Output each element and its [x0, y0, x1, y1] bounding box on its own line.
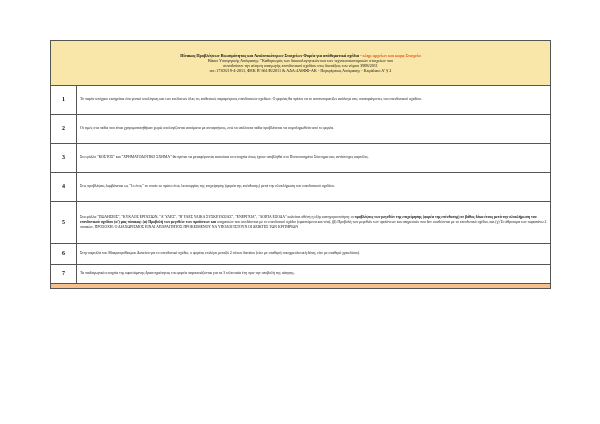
row-text[interactable]: Τα παιδαγωγικά στοιχεία της υφιστάμενης δραστηριότητας του φορέα παρουσιάζονται για τα 3 τελευταία έτη πριν την υποβολή της αίτησης.: [77, 265, 551, 284]
table-row: [51, 202, 551, 244]
header-line-2: Βάσει Υπουργικής Απόφασης: "Καθορισμός των δικαιολογητικών και των τεχνικοοικονομικών στοιχείων που: [207, 57, 394, 63]
title-main: Πίνακας Προβλέψεων Βιωσιμότητας και Αναλυτικότερων Στοιχείων Φορέα για απόθεματικά σχέδια -: [180, 52, 363, 58]
footer-row: [51, 284, 551, 289]
header-line-3: συνοδεύουν την αίτηση υπαγωγής επενδυτικού σχεδίου στις διατάξεις του νόμου 3908/2011: [223, 63, 378, 68]
row-text-bold: προβλέψεις των μεγεθών της επιχείρησης (φορέα της επένδυσης) σε βάθος δέκα έτους μετά την ολοκλήρωση του επενδυτικού σχεδίου (α') μας πίνακας: (α) Προβολή των μεγεθών των προϊόντων και: [80, 214, 537, 224]
row-number[interactable]: 4: [51, 173, 77, 202]
row-text[interactable]: Στο φύλλο "ΚΟΣΤΟΣ" και "ΧΡΗΜΑΤΟΔΟΤΙΚΟ ΣΧΗΜΑ" θα πρέπει να μεταφέρονται αυτούσια τα στοιχεία όπως έχουν υποβληθεί στο Πιστοποιημένο Σύστημα στις αντίστοιχες καρτέλες.: [77, 144, 551, 173]
table-row: [51, 86, 551, 115]
row-number[interactable]: 6: [51, 244, 77, 265]
header-row: [51, 41, 551, 86]
footer-band: [51, 284, 551, 289]
row-number[interactable]: 7: [51, 265, 77, 284]
table-row: [51, 173, 551, 202]
header-line-4: απ.:17303/19-4-2011, ΦΕΚ Β' 661/Β/2011 & ΑΔΑ:4Α0ΦΦ-ΑΚ - Περιφέρειας Απόφασης - Κεφάλαιο Α' § 2: [209, 68, 392, 74]
table-row: [51, 265, 551, 284]
row-text[interactable]: Στην καρτέλα του Μακροπρόθεσμου Δανείου για το επενδυτικό σχέδιο, ο φορέας επιλέγει μεταξύ 2 τύπων δανείου (είτε με σταθερή τοκοχρεολυτική δόση, είτε με σταθερό χρεολύσιο).: [77, 244, 551, 265]
row-text[interactable]: Στις προβλέψεις λαμβάνεται ως "1ο έτος" το οποίο το πρώτο έτος λειτουργίας της επιχείρησης (φορέα της επένδυσης) μετά την ολοκλήρωση του επενδυτικού σχεδίου.: [77, 173, 551, 202]
title-alert: κληρ αρχείων και καρφ Στοιχεία: [362, 52, 421, 58]
row-number[interactable]: 1: [51, 86, 77, 115]
row-text[interactable]: [77, 202, 551, 244]
row-text[interactable]: Το παρόν υπόχρεο εισηγείται ένα γενικό υπολόγιση και των κτιλίσεων όλες τις επιθετικές παραμέτρους επενδυτικών σχεδίων. Ο φορέας θα πρέπει να το αποτυποματίζει ανάλογα στις υποπαράγοντες του επενδυτικού σχεδίου.: [77, 86, 551, 115]
row-number[interactable]: 5: [51, 202, 77, 244]
row-text[interactable]: Οι τιμές στα πεδία που είναι χρησιμοποιηθήκαν χωρίς υπολογίζονται αυτόματα με συναρτήσεις, ενώ τα υπόλοιπα πεδία προβλέπεται να συμπληρωθούν από το φορέα.: [77, 115, 551, 144]
header-cell[interactable]: [51, 41, 551, 86]
row-text-part-a: Στα φύλλα "ΠΩΛΗΣΕΙΣ", "ΚΥΚΛΟΣ ΕΡΓΑΣΙΩΝ, "Α' ΥΛΕΣ", "Β' ΥΛΕΣ ΥΛΙΚΑ ΣΥΣΚΕΥΑΣΙΑΣ", "ΕΝΕΡΓΕΙΑ", "ΛΟΙΠΑ ΕΞΟΔΑ" καλείται σθένη η εξής κατηγοριοποίηση: οι: [80, 214, 355, 219]
table-row: [51, 115, 551, 144]
table-row: [51, 244, 551, 265]
table-row: [51, 144, 551, 173]
row-text-part-b: υπηρεσιών που συνδέονται με το επενδυτικό σχέδιο (εφαπτόμενα και νέα), (β) Προβολή των μεγεθών των προϊόντων και υπηρεσιών που δεν συνδέονται με το επενδυτικό σχέδιο, και (γ) Το άθροισμα των παραπάνω 2 πινακών. ΠΡΟΣΟΧΗ: Ο ΔΙΑΧΩΡΙΣΜΟΣ ΕΙΝΑΙ ΑΠΑΡΑΙΤΗΤΟΣ ΠΡΟΚΕΙΜΕΝΟΥ ΝΑ ΥΠΟΛΟΓΙΣΤΟΥΝ ΟΙ ΔΕΙΚΤΕΣ ΤΩΝ ΚΡΙΤΗΡΙΩΝ: [80, 219, 547, 230]
row-number[interactable]: 2: [51, 115, 77, 144]
row-number[interactable]: 3: [51, 144, 77, 173]
instructions-table: [50, 40, 551, 289]
